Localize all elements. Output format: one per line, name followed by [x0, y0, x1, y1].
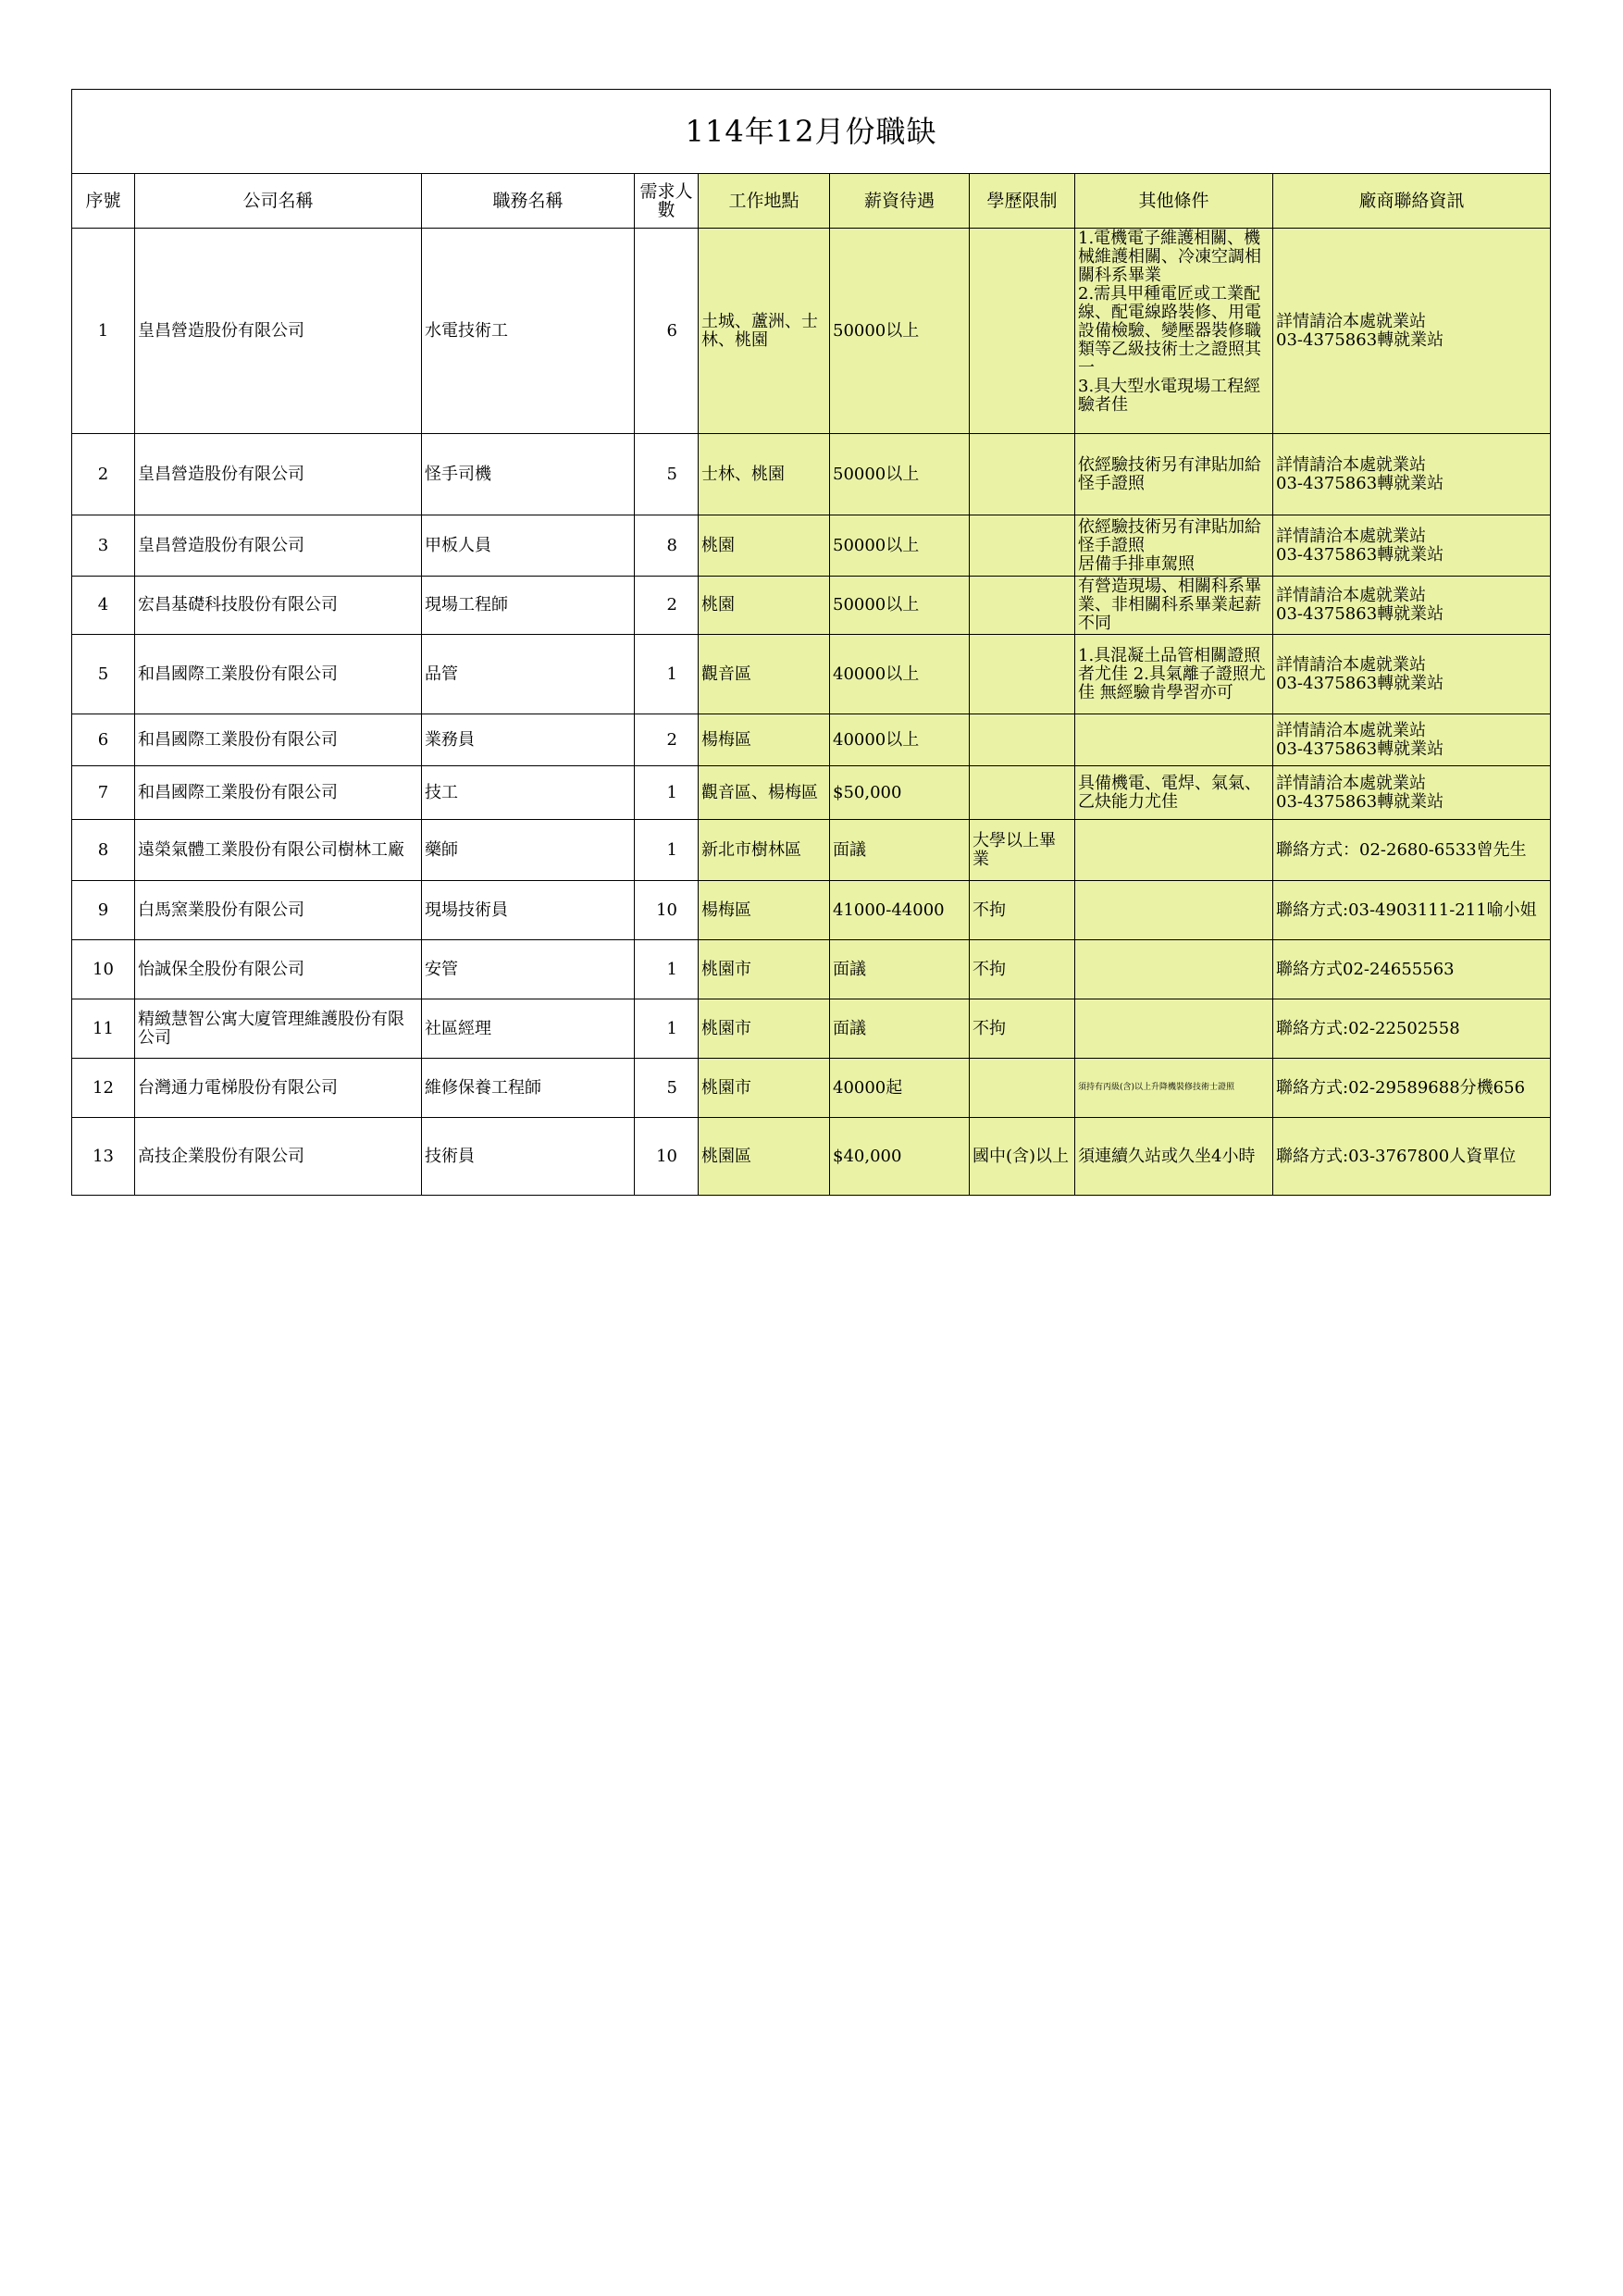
cell-salary: 40000起 — [830, 1059, 970, 1118]
cell-education — [970, 766, 1075, 820]
cell-count: 5 — [635, 1059, 699, 1118]
cell-company: 皇昌營造股份有限公司 — [135, 515, 422, 577]
cell-contact: 聯絡方式:03-3767800人資單位 — [1273, 1118, 1551, 1196]
cell-salary: 面議 — [830, 999, 970, 1059]
cell-count: 1 — [635, 766, 699, 820]
cell-count: 1 — [635, 999, 699, 1059]
header-contact: 廠商聯絡資訊 — [1273, 174, 1551, 229]
cell-location: 桃園區 — [699, 1118, 830, 1196]
cell-education: 國中(含)以上 — [970, 1118, 1075, 1196]
cell-company: 宏昌基礎科技股份有限公司 — [135, 577, 422, 635]
cell-education — [970, 635, 1075, 714]
header-location: 工作地點 — [699, 174, 830, 229]
cell-count: 1 — [635, 635, 699, 714]
cell-location: 桃園 — [699, 577, 830, 635]
cell-location: 士林、桃園 — [699, 434, 830, 515]
table-row — [72, 820, 1551, 881]
cell-company: 遠榮氣體工業股份有限公司樹林工廠 — [135, 820, 422, 881]
cell-conditions: 須持有丙級(含)以上升降機裝修技術士證照 — [1075, 1059, 1273, 1118]
cell-location: 土城、蘆洲、士林、桃園 — [699, 229, 830, 434]
cell-company: 皇昌營造股份有限公司 — [135, 229, 422, 434]
cell-company: 精緻慧智公寓大廈管理維護股份有限公司 — [135, 999, 422, 1059]
cell-salary: 面議 — [830, 820, 970, 881]
cell-contact: 詳情請洽本處就業站 03-4375863轉就業站 — [1273, 635, 1551, 714]
cell-seq: 3 — [72, 515, 135, 577]
cell-seq: 8 — [72, 820, 135, 881]
table-row — [72, 1118, 1551, 1196]
cell-contact: 聯絡方式:03-4903111-211喻小姐 — [1273, 881, 1551, 940]
cell-conditions: 依經驗技術另有津貼加給 怪手證照 — [1075, 434, 1273, 515]
cell-count: 10 — [635, 1118, 699, 1196]
sheet-title: 114年12月份職缺 — [72, 90, 1551, 174]
cell-salary: 50000以上 — [830, 515, 970, 577]
cell-salary: 50000以上 — [830, 434, 970, 515]
cell-location: 桃園市 — [699, 940, 830, 999]
cell-job: 水電技術工 — [422, 229, 635, 434]
table-row — [72, 881, 1551, 940]
header-education: 學歷限制 — [970, 174, 1075, 229]
cell-company: 和昌國際工業股份有限公司 — [135, 635, 422, 714]
cell-job: 社區經理 — [422, 999, 635, 1059]
cell-salary: 41000-44000 — [830, 881, 970, 940]
cell-seq: 11 — [72, 999, 135, 1059]
cell-education — [970, 577, 1075, 635]
job-vacancy-table — [71, 89, 1551, 1196]
table-row — [72, 635, 1551, 714]
cell-location: 桃園 — [699, 515, 830, 577]
table-row — [72, 577, 1551, 635]
cell-seq: 9 — [72, 881, 135, 940]
cell-conditions: 須連續久站或久坐4小時 — [1075, 1118, 1273, 1196]
table-row — [72, 999, 1551, 1059]
cell-contact: 聯絡方式02-24655563 — [1273, 940, 1551, 999]
cell-contact: 詳情請洽本處就業站 03-4375863轉就業站 — [1273, 229, 1551, 434]
cell-contact: 聯絡方式:02-29589688分機656 — [1273, 1059, 1551, 1118]
cell-conditions: 依經驗技術另有津貼加給 怪手證照 居備手排車駕照 — [1075, 515, 1273, 577]
cell-job: 現場技術員 — [422, 881, 635, 940]
cell-seq: 7 — [72, 766, 135, 820]
cell-count: 8 — [635, 515, 699, 577]
cell-job: 現場工程師 — [422, 577, 635, 635]
cell-contact: 詳情請洽本處就業站 03-4375863轉就業站 — [1273, 434, 1551, 515]
cell-conditions: 有營造現場、相關科系畢業、非相關科系畢業起薪不同 — [1075, 577, 1273, 635]
cell-conditions: 1.具混凝土品管相關證照者尤佳 2.具氣離子證照尤佳 無經驗肯學習亦可 — [1075, 635, 1273, 714]
cell-salary: 40000以上 — [830, 714, 970, 766]
cell-seq: 10 — [72, 940, 135, 999]
cell-location: 楊梅區 — [699, 881, 830, 940]
table-row — [72, 434, 1551, 515]
cell-count: 10 — [635, 881, 699, 940]
cell-location: 新北市樹林區 — [699, 820, 830, 881]
cell-seq: 13 — [72, 1118, 135, 1196]
table-body — [72, 229, 1551, 1196]
cell-conditions — [1075, 881, 1273, 940]
cell-company: 怡誠保全股份有限公司 — [135, 940, 422, 999]
cell-contact: 詳情請洽本處就業站 03-4375863轉就業站 — [1273, 577, 1551, 635]
header-row — [72, 174, 1551, 229]
cell-job: 品管 — [422, 635, 635, 714]
cell-conditions — [1075, 714, 1273, 766]
table-row — [72, 515, 1551, 577]
cell-contact: 聯絡方式:02-22502558 — [1273, 999, 1551, 1059]
cell-salary: 40000以上 — [830, 635, 970, 714]
header-seq: 序號 — [72, 174, 135, 229]
table-row — [72, 940, 1551, 999]
cell-company: 皇昌營造股份有限公司 — [135, 434, 422, 515]
cell-education — [970, 229, 1075, 434]
table-row — [72, 766, 1551, 820]
cell-contact: 詳情請洽本處就業站 03-4375863轉就業站 — [1273, 766, 1551, 820]
cell-seq: 1 — [72, 229, 135, 434]
cell-conditions: 具備機電、電焊、氣氣、乙炔能力尤佳 — [1075, 766, 1273, 820]
cell-company: 高技企業股份有限公司 — [135, 1118, 422, 1196]
cell-education — [970, 515, 1075, 577]
header-job: 職務名稱 — [422, 174, 635, 229]
cell-conditions: 1.電機電子維護相關、機械維護相關、冷凍空調相關科系畢業 2.需具甲種電匠或工業配線、配電線路裝修、用電設備檢驗、變壓器裝修職類等乙級技術士之證照其一 3.具大型水電現場工程經驗者佳 — [1075, 229, 1273, 434]
cell-job: 維修保養工程師 — [422, 1059, 635, 1118]
cell-count: 6 — [635, 229, 699, 434]
cell-contact: 詳情請洽本處就業站 03-4375863轉就業站 — [1273, 515, 1551, 577]
cell-salary: $50,000 — [830, 766, 970, 820]
cell-conditions — [1075, 999, 1273, 1059]
cell-job: 藥師 — [422, 820, 635, 881]
cell-seq: 6 — [72, 714, 135, 766]
cell-education: 不拘 — [970, 940, 1075, 999]
cell-job: 甲板人員 — [422, 515, 635, 577]
cell-location: 觀音區 — [699, 635, 830, 714]
cell-job: 技術員 — [422, 1118, 635, 1196]
cell-count: 2 — [635, 714, 699, 766]
cell-count: 1 — [635, 820, 699, 881]
cell-conditions — [1075, 940, 1273, 999]
cell-education: 不拘 — [970, 999, 1075, 1059]
header-company: 公司名稱 — [135, 174, 422, 229]
cell-salary: 50000以上 — [830, 577, 970, 635]
cell-education — [970, 1059, 1075, 1118]
cell-job: 安管 — [422, 940, 635, 999]
cell-job: 怪手司機 — [422, 434, 635, 515]
job-vacancy-sheet — [71, 89, 1550, 1196]
cell-salary: $40,000 — [830, 1118, 970, 1196]
cell-count: 5 — [635, 434, 699, 515]
cell-education: 不拘 — [970, 881, 1075, 940]
cell-contact: 聯絡方式：02-2680-6533曾先生 — [1273, 820, 1551, 881]
cell-education: 大學以上畢業 — [970, 820, 1075, 881]
table-row — [72, 1059, 1551, 1118]
header-salary: 薪資待遇 — [830, 174, 970, 229]
cell-salary: 面議 — [830, 940, 970, 999]
cell-seq: 12 — [72, 1059, 135, 1118]
cell-job: 業務員 — [422, 714, 635, 766]
cell-conditions — [1075, 820, 1273, 881]
cell-seq: 4 — [72, 577, 135, 635]
table-row — [72, 714, 1551, 766]
cell-education — [970, 714, 1075, 766]
cell-seq: 5 — [72, 635, 135, 714]
header-conditions: 其他條件 — [1075, 174, 1273, 229]
cell-education — [970, 434, 1075, 515]
table-row — [72, 229, 1551, 434]
cell-company: 和昌國際工業股份有限公司 — [135, 714, 422, 766]
header-count: 需求人數 — [635, 174, 699, 229]
cell-location: 桃園市 — [699, 1059, 830, 1118]
cell-salary: 50000以上 — [830, 229, 970, 434]
cell-company: 和昌國際工業股份有限公司 — [135, 766, 422, 820]
cell-location: 觀音區、楊梅區 — [699, 766, 830, 820]
cell-contact: 詳情請洽本處就業站 03-4375863轉就業站 — [1273, 714, 1551, 766]
cell-location: 桃園市 — [699, 999, 830, 1059]
cell-location: 楊梅區 — [699, 714, 830, 766]
cell-company: 台灣通力電梯股份有限公司 — [135, 1059, 422, 1118]
cell-company: 白馬窯業股份有限公司 — [135, 881, 422, 940]
cell-seq: 2 — [72, 434, 135, 515]
cell-count: 1 — [635, 940, 699, 999]
cell-job: 技工 — [422, 766, 635, 820]
cell-count: 2 — [635, 577, 699, 635]
